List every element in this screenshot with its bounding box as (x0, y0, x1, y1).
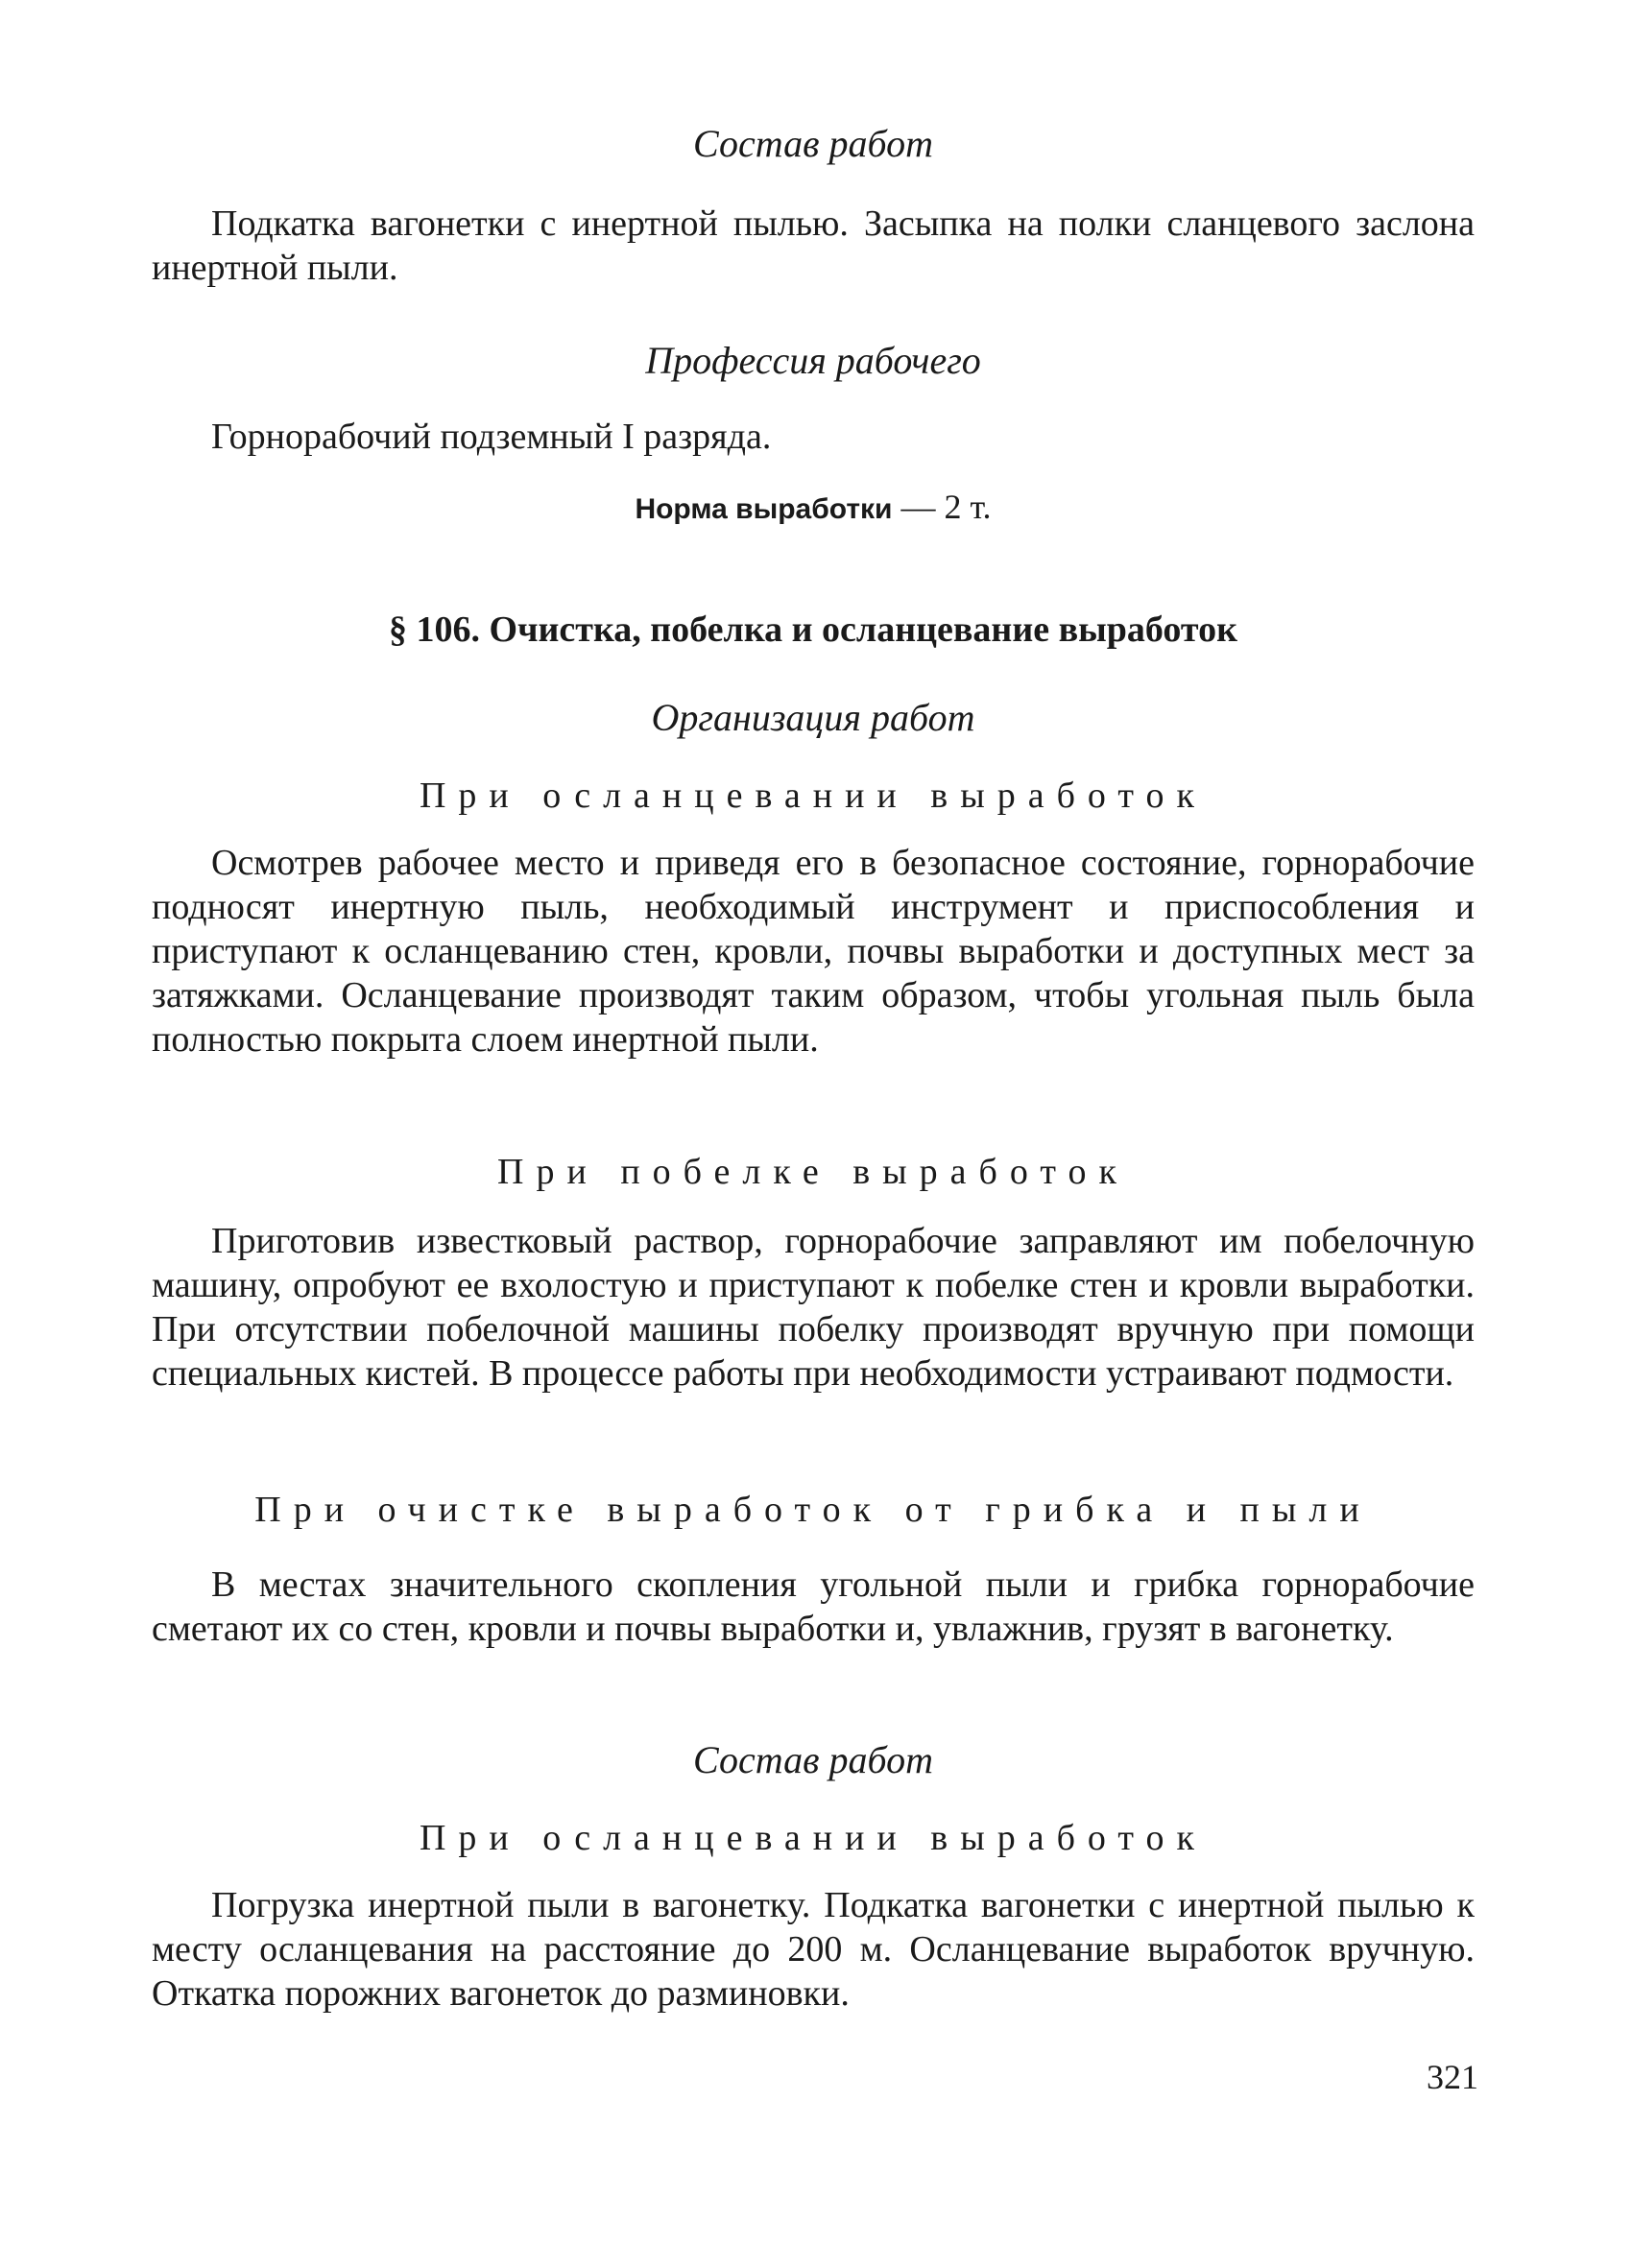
output-norm (152, 486, 1475, 531)
paragraph-profession: Горнорабочий подземный I разряда. (211, 417, 772, 457)
paragraph-schisting: Осмотрев рабочее место и приведя его в безопасное состояние, горнорабочие подносят инертную пыль, необходимый инструмент и приспособления и приступают к осланцеванию стен, кровли, почвы выработки и доступных мест за затяжками. Осланцевание производят таким образом, чтобы угольная пыль была полностью покрыта слоем инертной пыли. (152, 843, 1475, 1060)
heading-profession: Профессия рабочего (645, 339, 981, 382)
paragraph-cleaning: В местах значительного скопления угольной пыли и грибка горнорабочие сметают их со стен, кровли и почвы выработки и, увлажнив, грузят в вагонетку. (152, 1564, 1475, 1649)
paragraph-composition: Подкатка вагонетки с инертной пылью. Засыпка на полки сланцевого заслона инертной пыли. (152, 203, 1475, 288)
subheading-cleaning: При очистке выработок от грибка и пыли (254, 1490, 1372, 1530)
subheading-schisting-2: При осланцевании выработок (419, 1818, 1207, 1858)
paragraph-whitewash: Приготовив известковый раствор, горнорабочие заправляют им побелочную машину, опробуют ее вхолостую и приступают к побелке стен и кровли выработки. При отсутствии побелочной машины побелку производят вручную при помощи специальных кистей. В процессе работы при необходимости устраивают подмости. (152, 1221, 1475, 1394)
page-number: 321 (1427, 2058, 1478, 2096)
section-title: § 106. Очистка, побелка и осланцевание выработок (389, 609, 1237, 650)
subheading-schisting: При осланцевании выработок (419, 776, 1207, 816)
norm-value: — 2 т. (892, 488, 992, 526)
heading-organization: Организация работ (651, 696, 975, 739)
paragraph-schisting-2: Погрузка инертной пыли в вагонетку. Подкатка вагонетки с инертной пылью к месту осланцевания на расстояние до 200 м. Осланцевание выработок вручную. Откатка порожних вагонеток до разминовки. (152, 1885, 1475, 2014)
subheading-whitewash: При побелке выработок (497, 1152, 1129, 1192)
heading-composition-2: Состав работ (693, 1738, 933, 1781)
heading-composition: Состав работ (693, 122, 933, 165)
norm-label: Норма выработки (635, 493, 893, 525)
